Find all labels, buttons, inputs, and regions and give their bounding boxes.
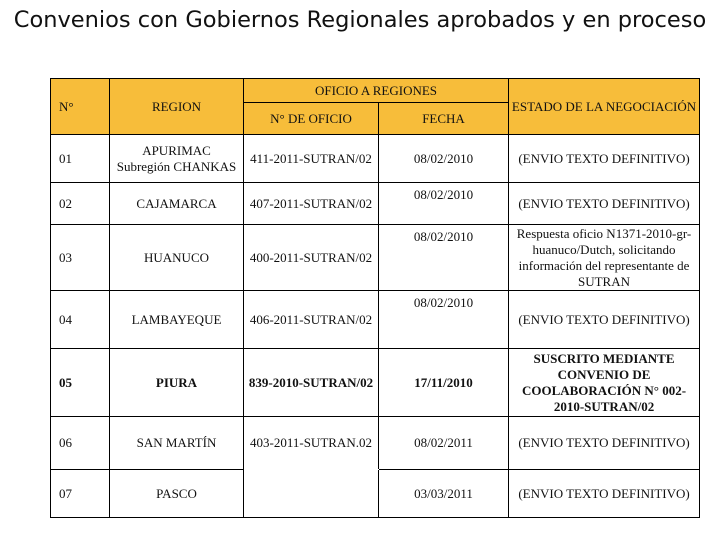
table-row (51, 183, 700, 225)
row-oficio: 400-2011-SUTRAN/02 (244, 225, 379, 291)
row-oficio: 411-2011-SUTRAN/02 (244, 135, 379, 183)
row-fecha: 08/02/2011 (379, 417, 509, 470)
row-region: HUANUCO (110, 225, 244, 291)
row-estado: (ENVIO TEXTO DEFINITIVO) (509, 291, 700, 349)
row-num: 05 (51, 349, 110, 417)
row-oficio: 839-2010-SUTRAN/02 (244, 349, 379, 417)
table-row (51, 417, 700, 470)
region-subname: Subregión CHANKAS (116, 158, 237, 174)
row-region: SAN MARTÍN (110, 417, 244, 470)
header-fecha: FECHA (379, 103, 509, 135)
row-estado: (ENVIO TEXTO DEFINITIVO) (509, 417, 700, 470)
header-estado: ESTADO DE LA NEGOCIACIÓN (509, 79, 700, 135)
row-region: PIURA (110, 349, 244, 417)
row-region (110, 135, 244, 183)
row-region: PASCO (110, 470, 244, 518)
row-num: 06 (51, 417, 110, 470)
row-fecha: 08/02/2010 (379, 225, 509, 291)
header-oficio-num: N° DE OFICIO (244, 103, 379, 135)
row-num: 04 (51, 291, 110, 349)
row-region: LAMBAYEQUE (110, 291, 244, 349)
row-region: CAJAMARCA (110, 183, 244, 225)
row-num: 03 (51, 225, 110, 291)
row-estado: Respuesta oficio N1371-2010-gr-huanuco/Dutch, solicitando información del representante de SUTRAN (509, 225, 700, 291)
table-row (51, 225, 700, 291)
header-region: REGION (110, 79, 244, 135)
row-num: 07 (51, 470, 110, 518)
region-name: APURIMAC (142, 142, 211, 158)
row-fecha: 08/02/2010 (379, 291, 509, 349)
header-num: N° (51, 79, 110, 135)
row-fecha: 08/02/2010 (379, 183, 509, 225)
table-row (51, 135, 700, 183)
page-title: Convenios con Gobiernos Regionales aprobados y en proceso (13, 7, 707, 33)
table-row (51, 291, 700, 349)
row-oficio: 406-2011-SUTRAN/02 (244, 291, 379, 349)
row-fecha: 03/03/2011 (379, 470, 509, 518)
row-oficio: 407-2011-SUTRAN/02 (244, 183, 379, 225)
table-row (51, 470, 700, 518)
header-oficio-group: OFICIO A REGIONES (244, 79, 509, 103)
row-estado: SUSCRITO MEDIANTE CONVENIO DE COOLABORACIÓN N° 002-2010-SUTRAN/02 (509, 349, 700, 417)
table-row (51, 349, 700, 417)
row-oficio (244, 470, 379, 518)
row-estado: (ENVIO TEXTO DEFINITIVO) (509, 470, 700, 518)
header-row (51, 79, 700, 103)
convenios-table (50, 78, 700, 518)
row-fecha: 17/11/2010 (379, 349, 509, 417)
row-num: 01 (51, 135, 110, 183)
row-oficio: 403-2011-SUTRAN.02 (244, 417, 379, 470)
row-estado: (ENVIO TEXTO DEFINITIVO) (509, 183, 700, 225)
row-estado: (ENVIO TEXTO DEFINITIVO) (509, 135, 700, 183)
row-num: 02 (51, 183, 110, 225)
row-fecha: 08/02/2010 (379, 135, 509, 183)
